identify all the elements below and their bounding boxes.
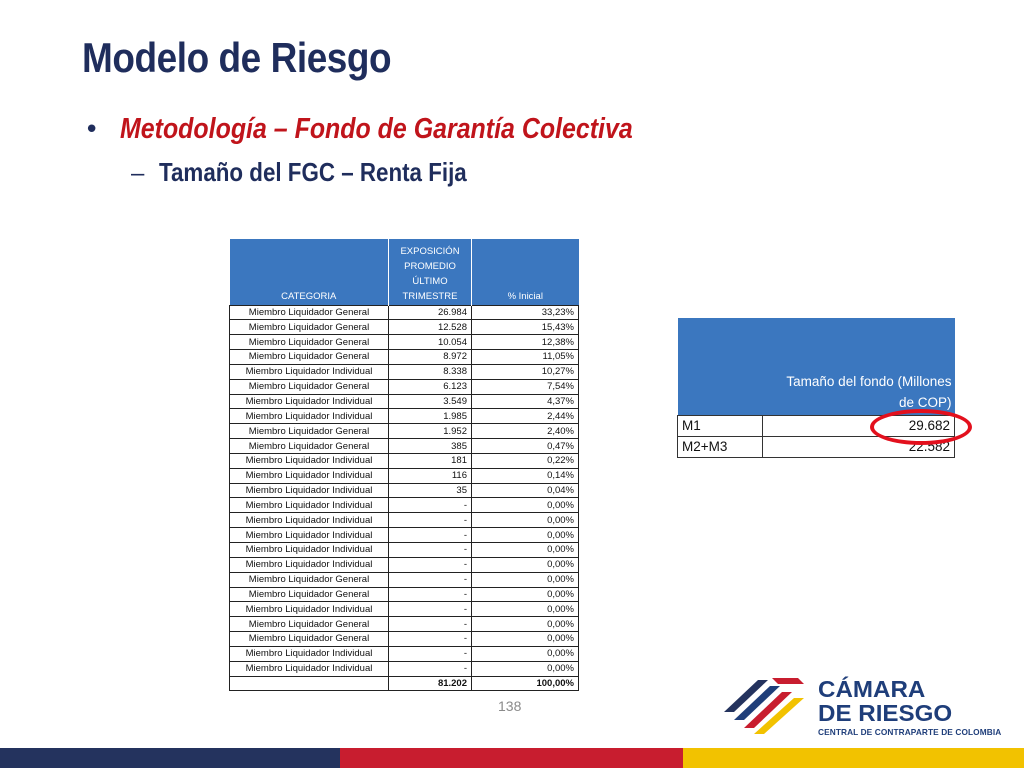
table-row	[230, 646, 579, 661]
exposure-cell: -	[389, 602, 472, 617]
pct-cell: 0,00%	[472, 587, 579, 602]
category-cell: Miembro Liquidador Individual	[230, 513, 389, 528]
table-row	[230, 483, 579, 498]
table-row	[230, 617, 579, 632]
category-cell: Miembro Liquidador General	[230, 350, 389, 365]
pct-cell: 11,05%	[472, 350, 579, 365]
exposure-cell: -	[389, 572, 472, 587]
category-cell: Miembro Liquidador Individual	[230, 543, 389, 558]
category-cell: Miembro Liquidador General	[230, 379, 389, 394]
table-row	[230, 364, 579, 379]
category-cell: Miembro Liquidador Individual	[230, 498, 389, 513]
exposure-cell: -	[389, 632, 472, 647]
fund-row-label: M2+M3	[678, 436, 763, 457]
category-cell: Miembro Liquidador Individual	[230, 483, 389, 498]
exposure-cell: 181	[389, 453, 472, 468]
exposure-cell: 385	[389, 439, 472, 454]
table-row	[230, 557, 579, 572]
table-row	[230, 335, 579, 350]
table-row	[230, 320, 579, 335]
highlight-circle	[870, 409, 972, 445]
category-cell: Miembro Liquidador Individual	[230, 394, 389, 409]
category-cell: Miembro Liquidador Individual	[230, 661, 389, 676]
fund-row-value: 22.582	[763, 436, 955, 457]
pct-cell: 10,27%	[472, 364, 579, 379]
exposure-cell: -	[389, 513, 472, 528]
logo-text-camara: CÁMARA	[818, 676, 926, 702]
exposure-table	[229, 239, 579, 691]
pct-cell: 0,00%	[472, 498, 579, 513]
header-exposicion: EXPOSICIÓN PROMEDIO ÚLTIMO TRIMESTRE	[389, 239, 472, 305]
category-cell: Miembro Liquidador General	[230, 424, 389, 439]
slide-title: Modelo de Riesgo	[82, 34, 392, 81]
table-row	[230, 453, 579, 468]
table-row	[230, 661, 579, 676]
exposure-cell: -	[389, 661, 472, 676]
exposure-cell: 12.528	[389, 320, 472, 335]
table-row	[230, 409, 579, 424]
pct-cell: 0,00%	[472, 632, 579, 647]
bullet-dot-icon: •	[84, 115, 100, 145]
table-row	[230, 572, 579, 587]
category-cell: Miembro Liquidador Individual	[230, 528, 389, 543]
exposure-cell: -	[389, 587, 472, 602]
exposure-cell: 8.338	[389, 364, 472, 379]
pct-cell: 15,43%	[472, 320, 579, 335]
category-cell: Miembro Liquidador Individual	[230, 364, 389, 379]
table-row	[230, 379, 579, 394]
header-pct-inicial: % Inicial	[472, 239, 579, 305]
table-row	[230, 498, 579, 513]
exposure-cell: -	[389, 498, 472, 513]
pct-cell: 0,22%	[472, 453, 579, 468]
pct-cell: 0,00%	[472, 528, 579, 543]
category-cell: Miembro Liquidador General	[230, 572, 389, 587]
exposure-cell: -	[389, 617, 472, 632]
pct-cell: 0,47%	[472, 439, 579, 454]
table-row	[230, 513, 579, 528]
exposure-cell: 6.123	[389, 379, 472, 394]
logo-text-riesgo: DE RIESGO	[818, 700, 953, 726]
pct-cell: 0,00%	[472, 646, 579, 661]
table-row	[230, 587, 579, 602]
category-cell: Miembro Liquidador General	[230, 439, 389, 454]
category-cell: Miembro Liquidador General	[230, 305, 389, 320]
table-row	[230, 439, 579, 454]
exposure-cell: 8.972	[389, 350, 472, 365]
table-row	[230, 543, 579, 558]
exposure-cell: 10.054	[389, 335, 472, 350]
pct-cell: 0,00%	[472, 572, 579, 587]
bullet-text: Metodología – Fondo de Garantía Colectiva	[120, 113, 633, 145]
table-row	[230, 394, 579, 409]
header-categoria: CATEGORIA	[230, 239, 389, 305]
category-cell: Miembro Liquidador Individual	[230, 453, 389, 468]
exposure-cell: -	[389, 528, 472, 543]
pct-cell: 0,00%	[472, 513, 579, 528]
table-row	[230, 350, 579, 365]
exposure-cell: 26.984	[389, 305, 472, 320]
page-number: 138	[498, 698, 522, 714]
bullet-item	[84, 113, 716, 146]
pct-cell: 0,00%	[472, 557, 579, 572]
exposure-table-body	[230, 305, 579, 691]
total-label-cell	[230, 676, 389, 691]
exposure-cell: 116	[389, 468, 472, 483]
fund-header: Tamaño del fondo (Millones de COP)	[678, 318, 955, 415]
pct-cell: 2,40%	[472, 424, 579, 439]
fund-row-label: M1	[678, 415, 763, 436]
pct-cell: 33,23%	[472, 305, 579, 320]
pct-cell: 7,54%	[472, 379, 579, 394]
footer-stripe-red	[340, 748, 683, 768]
pct-cell: 0,00%	[472, 617, 579, 632]
sub-bullet-text: Tamaño del FGC – Renta Fija	[159, 157, 467, 187]
category-cell: Miembro Liquidador Individual	[230, 468, 389, 483]
category-cell: Miembro Liquidador General	[230, 587, 389, 602]
table-row	[230, 305, 579, 320]
exposure-cell: 3.549	[389, 394, 472, 409]
pct-cell: 0,14%	[472, 468, 579, 483]
fund-header-row	[678, 318, 955, 415]
table-row	[230, 602, 579, 617]
table-row	[230, 424, 579, 439]
exposure-cell: -	[389, 557, 472, 572]
exposure-cell: 35	[389, 483, 472, 498]
category-cell: Miembro Liquidador Individual	[230, 409, 389, 424]
category-cell: Miembro Liquidador General	[230, 632, 389, 647]
pct-cell: 0,00%	[472, 543, 579, 558]
camara-logo-icon	[722, 672, 812, 736]
fund-row-value: 29.682	[763, 415, 955, 436]
exposure-cell: 1.985	[389, 409, 472, 424]
pct-cell: 0,00%	[472, 602, 579, 617]
category-cell: Miembro Liquidador Individual	[230, 557, 389, 572]
exposure-cell: -	[389, 646, 472, 661]
table-header-row	[230, 239, 579, 305]
logo-tagline: CENTRAL DE CONTRAPARTE DE COLOMBIA	[818, 727, 1002, 737]
sub-bullet-item	[131, 157, 517, 188]
category-cell: Miembro Liquidador General	[230, 320, 389, 335]
table-row	[230, 528, 579, 543]
table-row	[230, 468, 579, 483]
category-cell: Miembro Liquidador Individual	[230, 602, 389, 617]
category-cell: Miembro Liquidador General	[230, 335, 389, 350]
pct-cell: 2,44%	[472, 409, 579, 424]
pct-cell: 0,00%	[472, 661, 579, 676]
category-cell: Miembro Liquidador General	[230, 617, 389, 632]
total-pct-cell: 100,00%	[472, 676, 579, 691]
footer-stripe-yellow	[683, 748, 1024, 768]
pct-cell: 12,38%	[472, 335, 579, 350]
footer-stripe-navy	[0, 748, 340, 768]
total-row	[230, 676, 579, 691]
category-cell: Miembro Liquidador Individual	[230, 646, 389, 661]
table-row	[230, 632, 579, 647]
pct-cell: 0,04%	[472, 483, 579, 498]
exposure-cell: 1.952	[389, 424, 472, 439]
exposure-cell: -	[389, 543, 472, 558]
pct-cell: 4,37%	[472, 394, 579, 409]
total-exposure-cell: 81.202	[389, 676, 472, 691]
dash-icon: –	[131, 160, 145, 187]
